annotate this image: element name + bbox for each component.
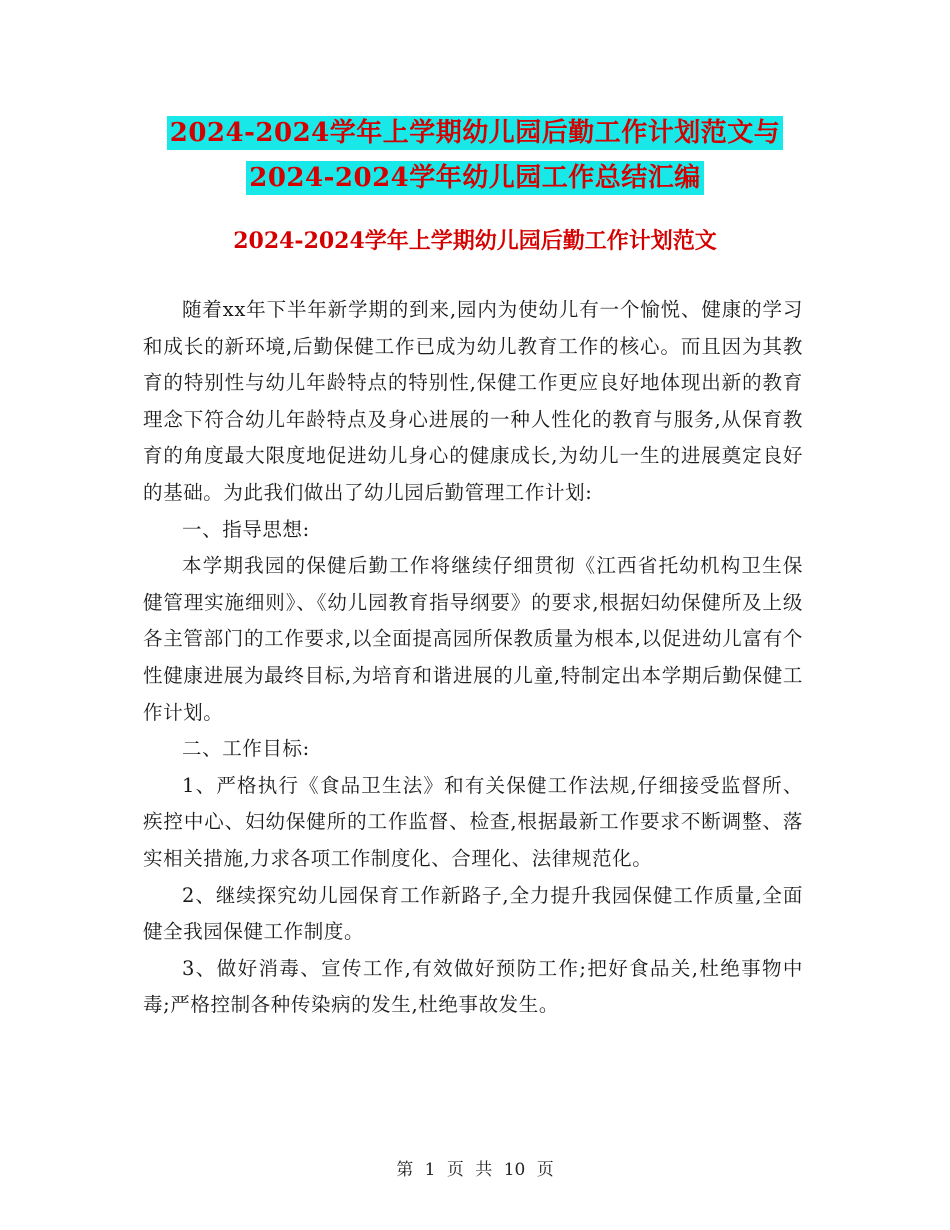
heading-work-goals: 二、工作目标:: [182, 737, 310, 761]
heading-guiding-thought: 一、指导思想:: [182, 517, 310, 541]
paragraph-goal-1: 1、严格执行《食品卫生法》和有关保健工作法规,仔细接受监督所、疾控中心、妇幼保健所的工作监督、检查,根据最新工作要求不断调整、落实相关措施,力求各项工作制度化、合理化、法律规范化。: [143, 773, 803, 870]
document-body: [143, 292, 803, 1024]
paragraph-intro: 随着xx年下半年新学期的到来,园内为使幼儿有一个愉悦、健康的学习和成长的新环境,后勤保健工作已成为幼儿教育工作的核心。而且因为其教育的特别性与幼儿年龄特点的特别性,保健工作更应良好地体现出新的教育理念下符合幼儿年龄特点及身心进展的一种人性化的教育与服务,从保育教育的角度最大限度地促进幼儿身心的健康成长,为幼儿一生的进展奠定良好的基础。为此我们做出了幼儿园后勤管理工作计划:: [143, 298, 803, 504]
document-title-line-2: 2024-2024学年幼儿园工作总结汇编: [0, 157, 950, 194]
paragraph-guiding-thought: 本学期我园的保健后勤工作将继续仔细贯彻《江西省托幼机构卫生保健管理实施细则》、《幼儿园教育指导纲要》的要求,根据妇幼保健所及上级各主管部门的工作要求,以全面提高园所保教质量为根本,以促进幼儿富有个性健康进展为最终目标,为培育和谐进展的儿童,特制定出本学期后勤保健工作计划。: [143, 554, 803, 724]
document-title-line-1: 2024-2024学年上学期幼儿园后勤工作计划范文与: [0, 112, 950, 149]
paragraph-goal-3: 3、做好消毒、宣传工作,有效做好预防工作;把好食品关,杜绝事物中毒;严格控制各种传染病的发生,杜绝事故发生。: [143, 956, 803, 1017]
section-title: 2024-2024学年上学期幼儿园后勤工作计划范文: [233, 228, 717, 254]
paragraph-goal-2: 2、继续探究幼儿园保育工作新路子,全力提升我园保健工作质量,全面健全我园保健工作制度。: [143, 883, 803, 944]
page-footer: 第 1 页 共 10 页: [396, 1160, 554, 1180]
